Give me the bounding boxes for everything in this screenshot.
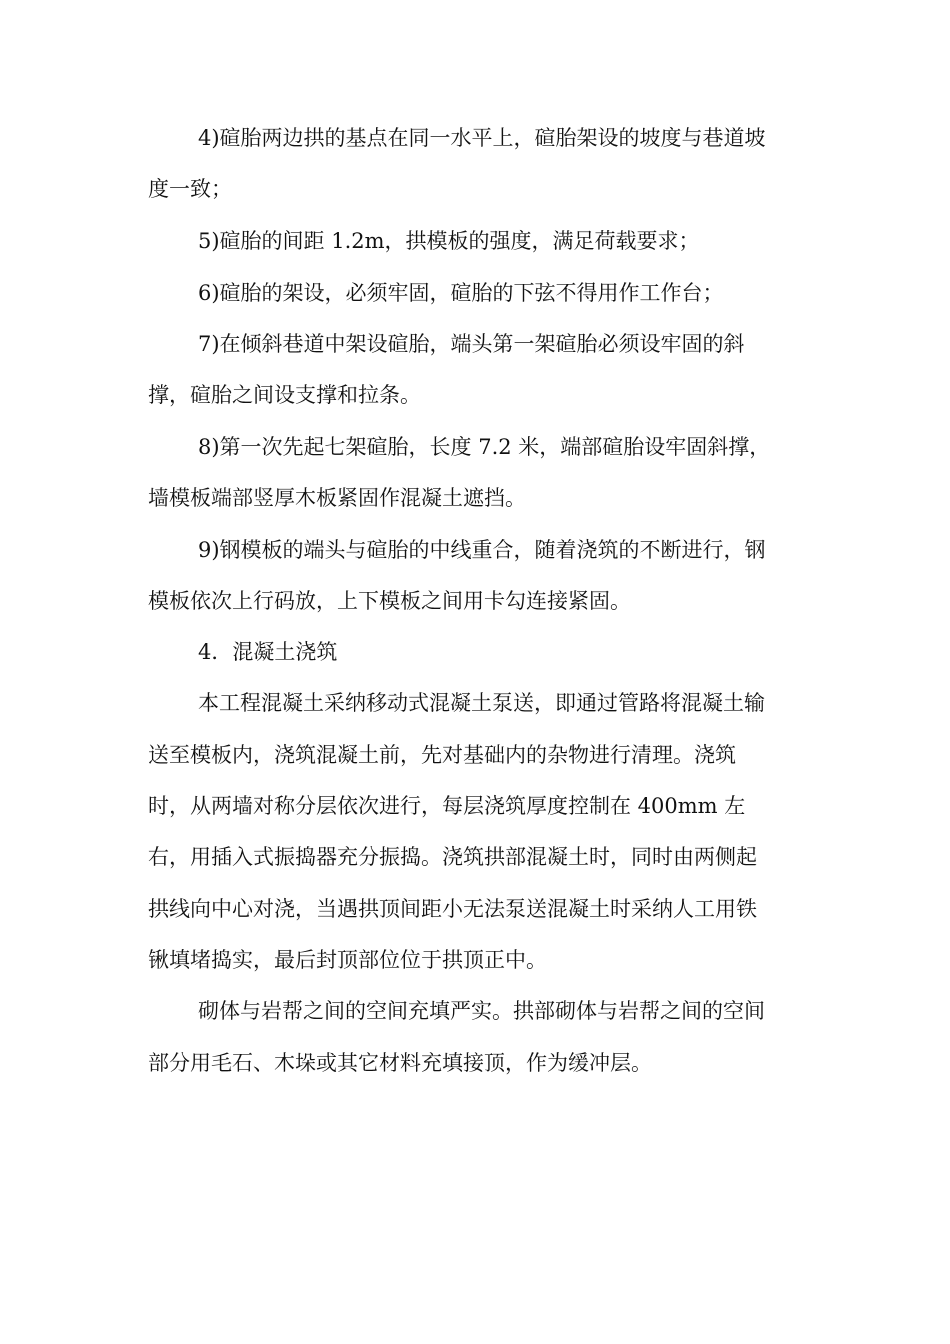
paragraph-line: 拱线向中心对浇，当遇拱顶间距小无法泵送混凝土时采纳人工用铁 bbox=[148, 897, 757, 921]
text-line-item-7: 7)在倾斜巷道中架设碹胎，端头第一架碹胎必须设牢固的斜 bbox=[198, 332, 745, 356]
text-line-item-4-cont: 度一致； bbox=[148, 177, 232, 201]
paragraph-line: 部分用毛石、木垛或其它材料充填接顶，作为缓冲层。 bbox=[148, 1051, 652, 1075]
paragraph-line: 时，从两墙对称分层依次进行，每层浇筑厚度控制在 400mm 左 bbox=[148, 794, 746, 818]
text-line-item-6: 6)碹胎的架设，必须牢固，碹胎的下弦不得用作工作台； bbox=[198, 281, 724, 305]
paragraph-line: 锹填堵捣实，最后封顶部位位于拱顶正中。 bbox=[148, 948, 547, 972]
text-line-item-8: 8)第一次先起七架碹胎，长度 7.2 米，端部碹胎设牢固斜撑， bbox=[198, 435, 771, 459]
paragraph-line: 送至模板内，浇筑混凝土前，先对基础内的杂物进行清理。浇筑 bbox=[148, 743, 736, 767]
text-line-item-9: 9)钢模板的端头与碹胎的中线重合，随着浇筑的不断进行，钢 bbox=[198, 538, 766, 562]
section-heading: 4．混凝土浇筑 bbox=[198, 640, 338, 664]
text-line-item-7-cont: 撑，碹胎之间设支撑和拉条。 bbox=[148, 383, 421, 407]
text-line-item-5: 5)碹胎的间距 1.2m，拱模板的强度，满足荷载要求； bbox=[198, 229, 700, 253]
text-line-item-8-cont: 墙模板端部竖厚木板紧固作混凝土遮挡。 bbox=[148, 486, 526, 510]
paragraph-line: 本工程混凝土采纳移动式混凝土泵送，即通过管路将混凝土输 bbox=[198, 691, 765, 715]
paragraph-line: 砌体与岩帮之间的空间充填严实。拱部砌体与岩帮之间的空间 bbox=[198, 999, 765, 1023]
text-line-item-4: 4)碹胎两边拱的基点在同一水平上，碹胎架设的坡度与巷道坡 bbox=[198, 126, 766, 150]
text-line-item-9-cont: 模板依次上行码放，上下模板之间用卡勾连接紧固。 bbox=[148, 589, 631, 613]
paragraph-line: 右，用插入式振捣器充分振捣。浇筑拱部混凝土时，同时由两侧起 bbox=[148, 845, 757, 869]
